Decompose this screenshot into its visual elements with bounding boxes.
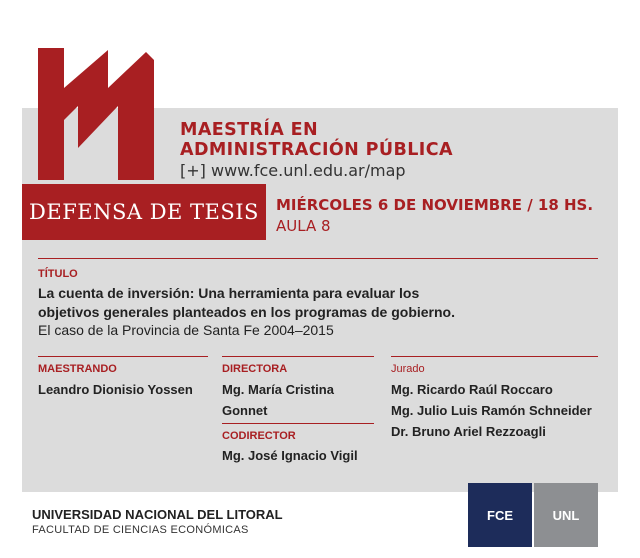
program-url[interactable]: [+] www.fce.unl.edu.ar/map <box>180 161 406 180</box>
director-name-line2: Gonnet <box>222 403 268 418</box>
jury-member: Dr. Bruno Ariel Rezzoagli <box>391 424 546 439</box>
program-title-line2: ADMINISTRACIÓN PÚBLICA <box>180 140 453 160</box>
student-name: Leandro Dionisio Yossen <box>38 382 193 397</box>
program-title <box>180 120 453 160</box>
thesis-label: TÍTULO <box>38 268 78 280</box>
divider <box>38 258 598 259</box>
jury-label: Jurado <box>391 363 425 375</box>
divider <box>222 423 374 424</box>
jury-member: Mg. Ricardo Raúl Roccaro <box>391 382 553 397</box>
unl-logo <box>534 483 598 547</box>
faculty-name: FACULTAD DE CIENCIAS ECONÓMICAS <box>32 524 249 536</box>
event-type: DEFENSA DE TESIS <box>29 200 259 224</box>
thesis-title-line1: La cuenta de inversión: Una herramienta para evaluar los <box>38 285 420 301</box>
unl-logo-text: UNL <box>552 507 580 523</box>
director-label: DIRECTORA <box>222 363 288 375</box>
jury-member: Mg. Julio Luis Ramón Schneider <box>391 403 592 418</box>
divider <box>222 356 374 357</box>
event-room: AULA 8 <box>276 217 331 235</box>
divider <box>391 356 598 357</box>
university-name: UNIVERSIDAD NACIONAL DEL LITORAL <box>32 507 283 522</box>
codirector-label: CODIRECTOR <box>222 430 296 442</box>
jury-list <box>391 379 592 442</box>
thesis-subtitle: El caso de la Provincia de Santa Fe 2004–2015 <box>38 322 334 338</box>
program-title-line1: MAESTRÍA EN <box>180 120 319 140</box>
event-date: MIÉRCOLES 6 DE NOVIEMBRE / 18 HS. <box>276 196 594 214</box>
thesis-title <box>38 284 508 322</box>
event-type-banner <box>22 184 266 240</box>
fce-logo <box>468 483 532 547</box>
director-name <box>222 379 334 421</box>
fce-logo-text: FCE <box>487 507 513 523</box>
m-logo-icon <box>28 48 154 180</box>
student-label: MAESTRANDO <box>38 363 117 375</box>
thesis-title-line2: objetivos generales planteados en los programas de gobierno. <box>38 304 455 320</box>
divider <box>38 356 208 357</box>
director-name-line1: Mg. María Cristina <box>222 382 334 397</box>
codirector-name: Mg. José Ignacio Vigil <box>222 448 358 463</box>
